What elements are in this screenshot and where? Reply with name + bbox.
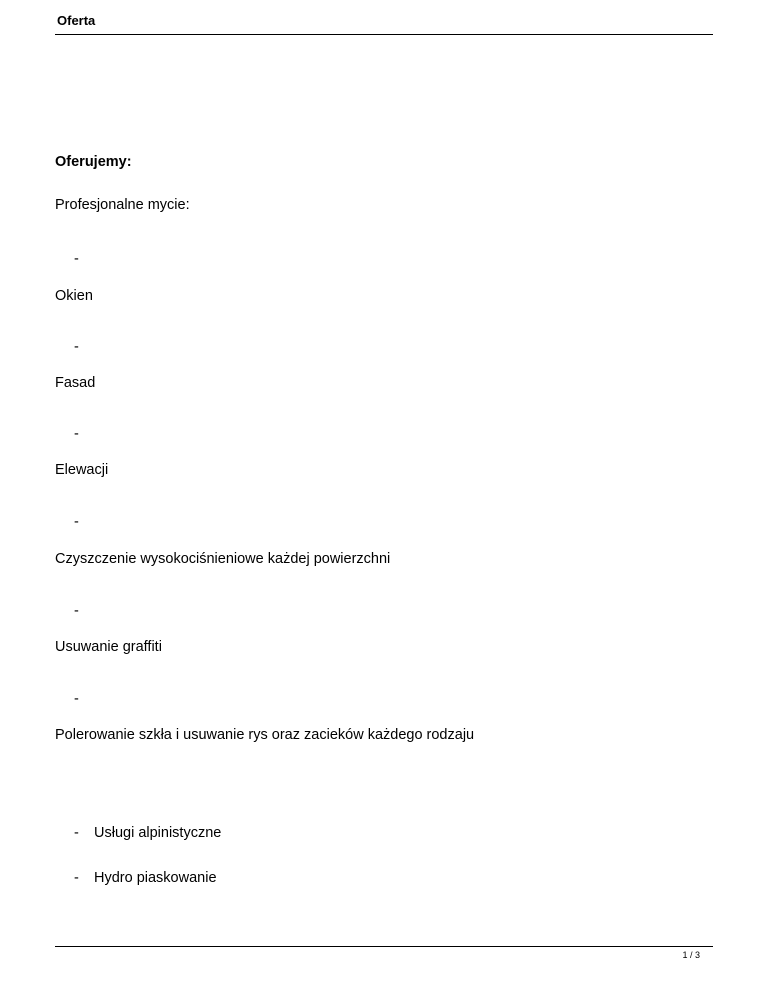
list-item-label: Hydro piaskowanie [94, 870, 217, 886]
list-dash: - [74, 691, 79, 707]
list-item-graffiti-removal: Usuwanie graffiti [55, 639, 162, 655]
list-dash: - [74, 339, 79, 355]
page-number: 1 / 3 [682, 950, 700, 960]
list-dash: - [74, 603, 79, 619]
services-intro: Profesjonalne mycie: [55, 197, 190, 213]
header-divider [55, 34, 713, 35]
list-dash: - [74, 825, 79, 841]
document-title: Oferta [57, 13, 96, 28]
list-item-elevations: Elewacji [55, 462, 109, 478]
list-item-glass-polishing: Polerowanie szkła i usuwanie rys oraz zacieków każdego rodzaju [55, 727, 475, 743]
list-dash: - [74, 251, 79, 267]
list-item-hydro-sandblasting [74, 869, 217, 887]
offer-heading: Oferujemy: [55, 154, 132, 170]
list-dash: - [74, 870, 79, 886]
list-dash: - [74, 514, 79, 530]
list-item-pressure-cleaning: Czyszczenie wysokociśnieniowe każdej powierzchni [55, 551, 391, 567]
list-item-windows: Okien [55, 288, 93, 304]
footer-divider [55, 946, 713, 947]
list-dash: - [74, 426, 79, 442]
list-item-rope-access [74, 824, 221, 842]
list-item-facades: Fasad [55, 375, 96, 391]
list-item-label: Usługi alpinistyczne [94, 825, 222, 841]
